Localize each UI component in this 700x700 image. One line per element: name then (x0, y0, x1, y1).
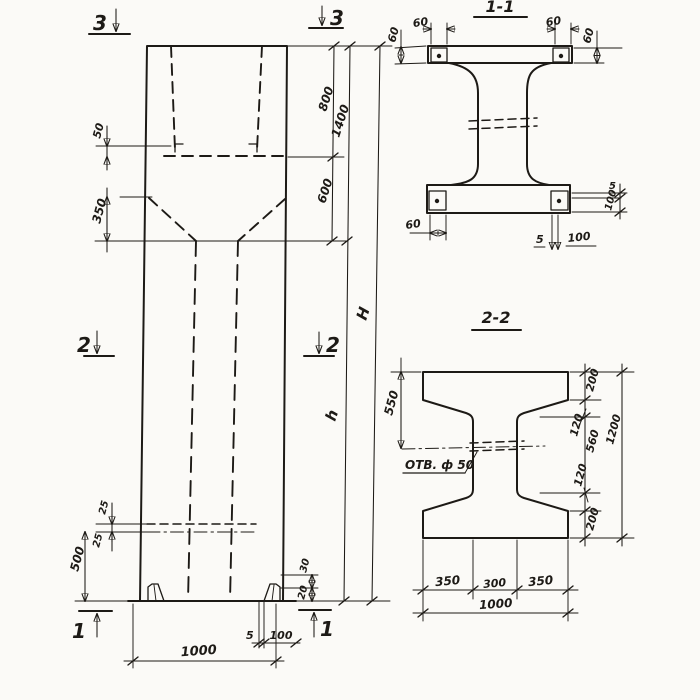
dim-label-25-bottom: 25 (91, 532, 106, 549)
dim-label-350: 350 (527, 572, 554, 590)
base-corner-piece-left-inner (154, 585, 156, 601)
web-hidden-line-left (188, 241, 196, 601)
dim-label-100: 100 (566, 229, 592, 245)
taper-diagonal-left (149, 198, 196, 241)
dim-label-120: 120 (571, 462, 590, 488)
base-corner-piece-right-inner (272, 585, 274, 601)
dim-label-800: 800 (315, 84, 337, 113)
dim-label-60: 60 (385, 25, 402, 44)
section-marker-2-right (304, 332, 340, 357)
dim-label-300: 300 (482, 576, 507, 591)
dim-label-1200: 1200 (603, 412, 624, 446)
section-2-2-title: 2-2 (481, 308, 511, 327)
section-marker-label: 1 (72, 619, 86, 643)
web-hidden-line-right (230, 241, 238, 601)
dim-label-5: 5 (609, 181, 616, 192)
section-2-2-view (381, 308, 634, 621)
dim-label-550: 550 (381, 388, 402, 417)
dimension-chain-H (372, 46, 380, 601)
hole-hidden-line (470, 441, 524, 443)
section-marker-label: 3 (93, 11, 107, 35)
dim-label-5: 5 (536, 233, 544, 246)
section-marker-3-right (309, 6, 344, 30)
extension-line (395, 46, 426, 48)
section-marker-label: 2 (77, 333, 91, 357)
dim-label-350: 350 (434, 572, 461, 590)
pocket-hidden-line-left (171, 46, 175, 150)
web-outline-left (449, 63, 478, 185)
dim-label-30: 30 (298, 557, 313, 574)
anchor-dot (435, 199, 439, 203)
dim-label-60: 60 (580, 26, 597, 45)
dim-label-60: 60 (404, 216, 422, 232)
dim-label-350: 350 (89, 196, 110, 225)
column-elevation-view (67, 6, 392, 668)
pocket-hidden-line-right (257, 46, 262, 150)
i-section-outline (423, 372, 568, 538)
extension-line (395, 63, 426, 64)
dim-label-120: 120 (567, 412, 586, 438)
anchor-dot (437, 54, 441, 58)
dim-label-600: 600 (314, 176, 336, 205)
section-1-1-title: 1-1 (485, 0, 515, 16)
dim-label-25-top: 25 (97, 499, 112, 516)
dim-label-60: 60 (412, 15, 429, 31)
hole-label: ОТВ. ф 50 (405, 458, 475, 472)
dim-label-h: h (321, 407, 343, 424)
web-outline-right (527, 63, 551, 185)
section-1-1-view (385, 0, 627, 249)
dim-label-100: 100 (603, 188, 620, 212)
section-marker-2-left (77, 331, 114, 357)
section-marker-label: 1 (320, 617, 334, 641)
dim-label-500: 500 (67, 544, 88, 573)
column-outline (140, 46, 287, 601)
section-marker-label: 2 (326, 333, 340, 357)
dim-label-1000: 1000 (478, 595, 513, 613)
section-marker-3-left (89, 9, 130, 35)
dim-label-H: H (352, 304, 374, 323)
top-flange-outline (428, 46, 572, 63)
dim-label-60: 60 (545, 14, 562, 30)
section-marker-1-left (72, 611, 112, 643)
dim-label-1400: 1400 (328, 102, 353, 139)
anchor-dot (557, 199, 561, 203)
hole-hidden-line (470, 449, 524, 451)
dim-label-20: 20 (296, 584, 311, 601)
pocket-bottom-hook-left (175, 144, 183, 152)
section-marker-label: 3 (330, 6, 344, 30)
dim-label-200: 200 (583, 367, 602, 393)
pocket-bottom-hook-right (249, 144, 257, 152)
bottom-flange-outline (427, 185, 570, 213)
dimension-chain-800-600 (332, 46, 334, 241)
dim-label-200: 200 (583, 506, 602, 532)
section-marker-1-right (299, 610, 334, 641)
taper-diagonal-right (238, 199, 285, 241)
dim-label-50: 50 (90, 121, 107, 140)
dim-label-5: 5 (246, 629, 254, 642)
anchor-dot (559, 54, 563, 58)
dim-label-100: 100 (269, 629, 293, 642)
dim-label-1000: 1000 (180, 642, 218, 661)
dim-label-560: 560 (583, 428, 602, 454)
